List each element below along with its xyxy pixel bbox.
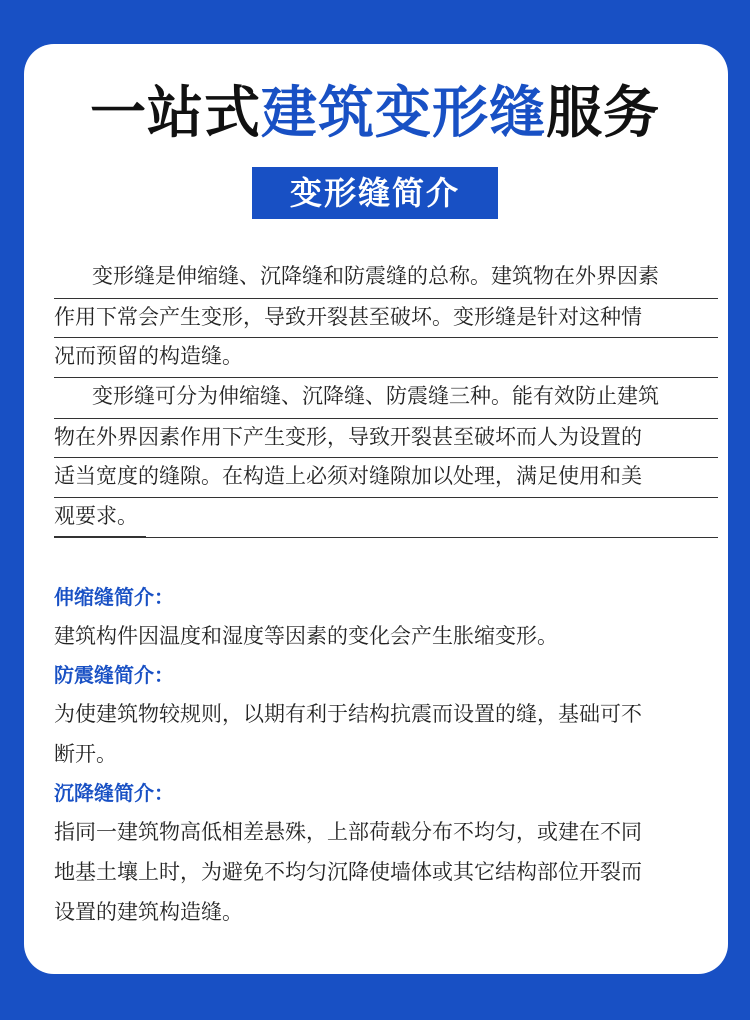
title-prefix: 一站式 [90, 81, 261, 146]
section-badge: 变形缝简介 [252, 167, 498, 219]
intro-end-rule [54, 536, 146, 537]
settlement-joint-line-3: 设置的建筑构造缝。 [54, 900, 243, 924]
settlement-joint-line-2: 地基土壤上时，为避免不均匀沉降使墙体或其它结构部位开裂而 [54, 860, 642, 884]
seismic-joint-line-2: 断开。 [54, 742, 117, 766]
expansion-joint-body [54, 616, 714, 656]
expansion-joint-heading: 伸缩缝简介： [54, 585, 174, 609]
intro-p1-line-2: 作用下常会产生变形，导致开裂甚至破坏。变形缝是针对这种情 [54, 298, 718, 338]
intro-p2-line-1: 变形缝可分为伸缩缝、沉降缝、防震缝三种。能有效防止建筑 [92, 384, 659, 408]
seismic-joint-body [54, 694, 714, 774]
intro-p2-line-2: 物在外界因素作用下产生变形，导致开裂甚至破坏而人为设置的 [54, 418, 718, 458]
seismic-joint-line-1: 为使建筑物较规则，以期有利于结构抗震而设置的缝，基础可不 [54, 702, 642, 726]
intro-p2-line-3: 适当宽度的缝隙。在构造上必须对缝隙加以处理，满足使用和美 [54, 458, 718, 498]
intro-p1-line-1: 变形缝是伸缩缝、沉降缝和防震缝的总称。建筑物在外界因素 [92, 264, 659, 288]
definitions [54, 578, 714, 932]
intro-text [54, 258, 714, 537]
expansion-joint-line-1: 建筑构件因温度和湿度等因素的变化会产生胀缩变形。 [54, 624, 558, 648]
intro-p2-line-4: 观要求。 [54, 498, 718, 538]
settlement-joint-line-1: 指同一建筑物高低相差悬殊，上部荷载分布不均匀，或建在不同 [54, 820, 642, 844]
title-suffix: 服务 [546, 81, 660, 146]
title-highlight: 建筑变形缝 [261, 81, 546, 146]
seismic-joint-heading: 防震缝简介： [54, 663, 174, 687]
page-title [0, 78, 750, 150]
settlement-joint-heading: 沉降缝简介： [54, 781, 174, 805]
settlement-joint-body [54, 812, 714, 932]
intro-p1-line-3: 况而预留的构造缝。 [54, 338, 718, 378]
